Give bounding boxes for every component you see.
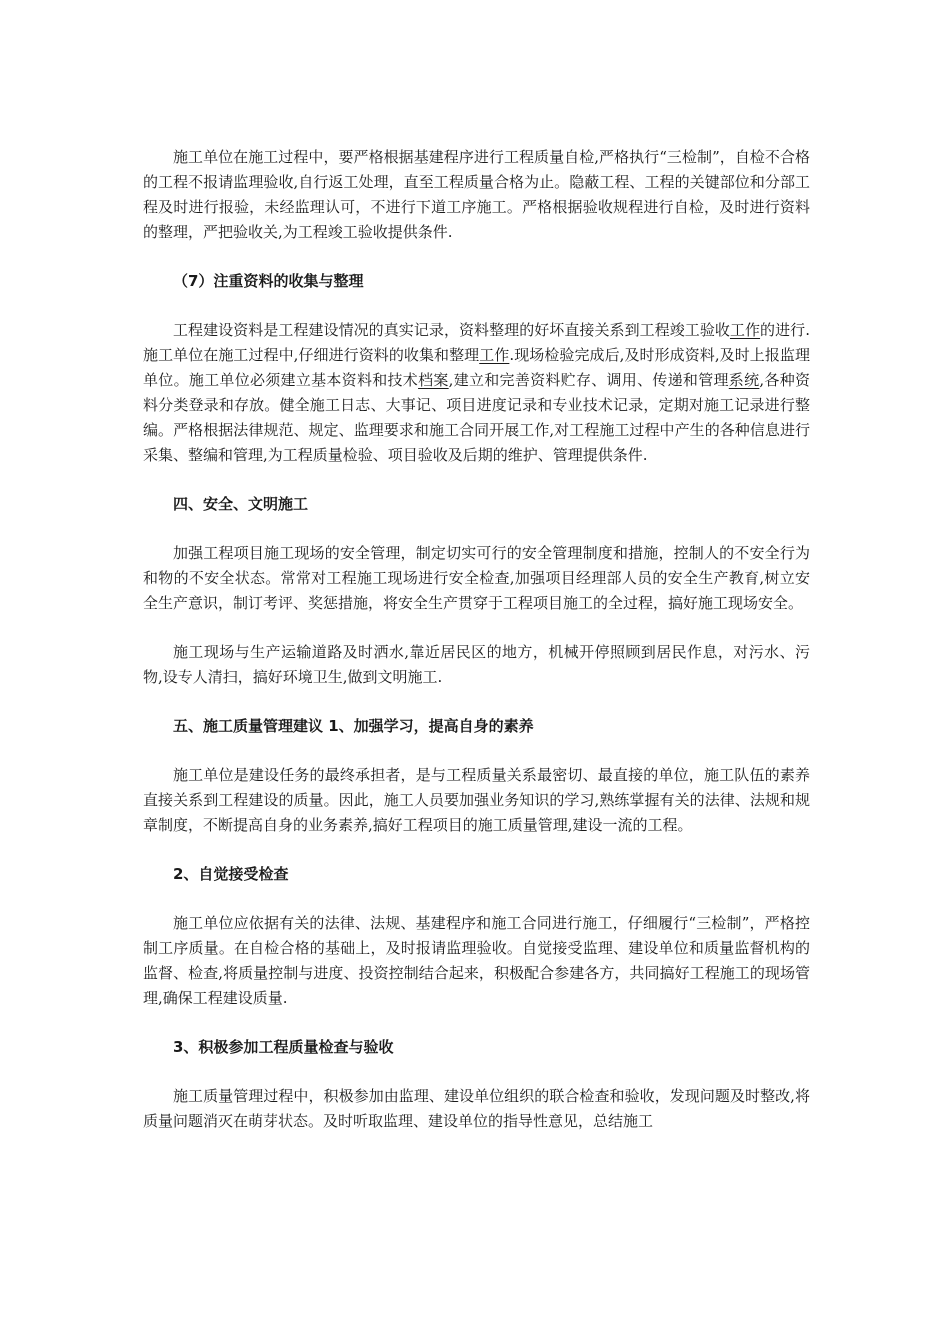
link-work[interactable]: 工作 xyxy=(729,321,761,339)
paragraph-accept-inspection: 施工单位应依据有关的法律、法规、基建程序和施工合同进行施工，仔细履行“三检制”，严格控制工序质量。在自检合格的基础上，及时报请监理验收。自觉接受监理、建设单位和质量监督机构的监督、检查,将质量控制与进度、投资控制结合起来，积极配合参建各方，共同搞好工程施工的现场管理,确保工程建设质量. xyxy=(143,914,810,1007)
heading-safety: 四、安全、文明施工 xyxy=(173,495,309,513)
document-page xyxy=(143,145,810,1158)
heading-participate-acceptance: 3、积极参加工程质量检查与验收 xyxy=(173,1038,394,1056)
paragraph-self-inspection: 施工单位在施工过程中，要严格根据基建程序进行工程质量自检,严格执行“三检制”，自检不合格的工程不报请监理验收,自行返工处理，直至工程质量合格为止。隐蔽工程、工程的关键部位和分部工程及时进行报验，未经监理认可，不进行下道工序施工。严格根据验收规程进行自检，及时进行资料的整理，严把验收关,为工程竣工验收提供条件. xyxy=(143,148,810,241)
paragraph-civilized-construction: 施工现场与生产运输道路及时洒水,靠近居民区的地方，机械开停照顾到居民作息，对污水、污物,设专人清扫，搞好环境卫生,做到文明施工. xyxy=(143,643,810,686)
link-system[interactable]: 系统 xyxy=(728,371,760,389)
paragraph-participate-acceptance: 施工质量管理过程中，积极参加由监理、建设单位组织的联合检查和验收，发现问题及时整改,将质量问题消灭在萌芽状态。及时听取监理、建设单位的指导性意见，总结施工 xyxy=(143,1087,810,1130)
heading-accept-inspection: 2、自觉接受检查 xyxy=(173,865,289,883)
text-segment: 工程建设资料是工程建设情况的真实记录，资料整理的好坏直接关系到工程竣工验收 xyxy=(173,321,730,339)
text-segment: ,建立和完善资料贮存、调用、传递和管理 xyxy=(448,371,729,389)
link-archive[interactable]: 档案 xyxy=(418,371,449,389)
paragraph-learning: 施工单位是建设任务的最终承担者，是与工程质量关系最密切、最直接的单位，施工队伍的素养直接关系到工程建设的质量。因此，施工人员要加强业务知识的学习,熟练掌握有关的法律、法规和规章制度，不断提高自身的业务素养,搞好工程项目的施工质量管理,建设一流的工程。 xyxy=(143,766,810,834)
text-segment: ,各种资料分类登录和存放。健全施工日志、大事记、项目进度记录和专业技术记录，定期对施工记录进行整编。严格根据法律规范、规定、监理要求和施工合同开展工作,对工程施工过程中产生的各种信息进行采集、整编和管理,为工程质量检验、项目验收及后期的维护、管理提供条件. xyxy=(143,371,810,464)
text-segment: .现场检验完成后,及时形成资料,及时上报监理单位。施工单位必须建立基本资料和技术 xyxy=(143,346,810,389)
heading-quality-suggestions: 五、施工质量管理建议 1、加强学习，提高自身的素养 xyxy=(173,717,534,735)
paragraph-safety-management: 加强工程项目施工现场的安全管理，制定切实可行的安全管理制度和措施，控制人的不安全行为和物的不安全状态。常常对工程施工现场进行安全检查,加强项目经理部人员的安全生产教育,树立安全生产意识，制订考评、奖惩措施，将安全生产贯穿于工程项目施工的全过程，搞好施工现场安全。 xyxy=(143,544,810,612)
link-work[interactable]: 工作 xyxy=(479,346,510,364)
text-segment: 的进行.施工单位在施工过程中,仔细进行资料的收集和整理 xyxy=(143,321,810,364)
paragraph-data-collection xyxy=(143,318,810,468)
heading-data-collection: （7）注重资料的收集与整理 xyxy=(173,272,364,290)
